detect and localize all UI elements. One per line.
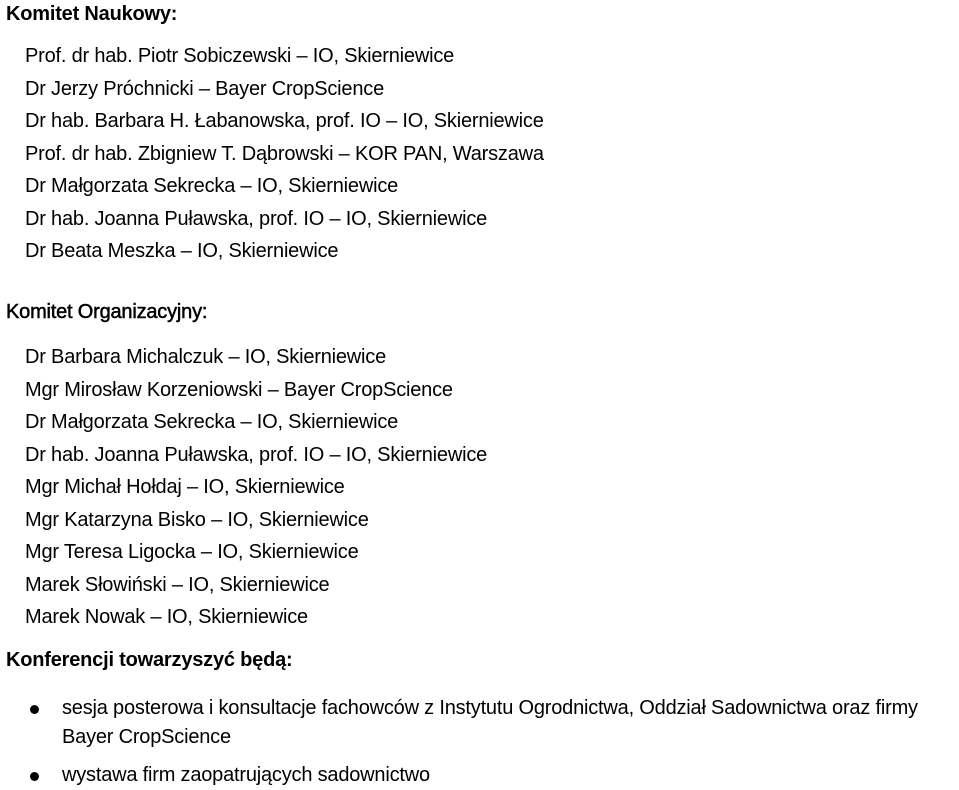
- list-item: Marek Słowiński – IO, Skierniewice: [25, 573, 330, 596]
- list-item: Mgr Teresa Ligocka – IO, Skierniewice: [25, 541, 359, 563]
- list-item: Mgr Katarzyna Bisko – IO, Skierniewice: [25, 508, 369, 531]
- list-item: Dr hab. Joanna Puławska, prof. IO – IO, Skierniewice: [25, 207, 488, 230]
- list-item: Mgr Mirosław Korzeniowski – Bayer CropScience: [25, 378, 453, 401]
- list-item-text: sesja posterowa i konsultacje fachowców z Instytutu Ogrodnictwa, Oddział Sadownictwa oraz firmy Bayer CropScience: [62, 697, 918, 748]
- list-item-text: wystawa firm zaopatrujących sadownictwo: [62, 764, 430, 786]
- list-item: Dr Barbara Michalczuk – IO, Skierniewice: [25, 346, 387, 368]
- bullet-icon: [30, 705, 39, 714]
- list-item: Dr hab. Barbara H. Łabanowska, prof. IO – IO, Skierniewice: [25, 110, 544, 132]
- organizing-committee-heading: Komitet Organizacyjny:: [6, 301, 208, 323]
- list-item: Prof. dr hab. Piotr Sobiczewski – IO, Skierniewice: [25, 45, 455, 67]
- accompanying-events-heading: Konferencji towarzyszyć będą:: [6, 649, 293, 671]
- list-item: Dr Małgorzata Sekrecka – IO, Skierniewice: [25, 175, 399, 197]
- list-item: Dr Beata Meszka – IO, Skierniewice: [25, 240, 339, 262]
- scientific-committee-list: [25, 40, 544, 268]
- list-item: Dr Małgorzata Sekrecka – IO, Skierniewice: [25, 411, 399, 433]
- list-item: [30, 761, 955, 790]
- list-item: Mgr Michał Hołdaj – IO, Skierniewice: [25, 476, 345, 498]
- list-item: Prof. dr hab. Zbigniew T. Dąbrowski – KOR PAN, Warszawa: [25, 142, 544, 165]
- list-item: Marek Nowak – IO, Skierniewice: [25, 606, 308, 628]
- bullet-icon: [30, 772, 39, 781]
- accompanying-events-list: [30, 694, 955, 790]
- list-item: Dr hab. Joanna Puławska, prof. IO – IO, Skierniewice: [25, 443, 488, 466]
- organizing-committee-list: [25, 341, 487, 634]
- list-item: [30, 694, 955, 752]
- scientific-committee-heading: Komitet Naukowy:: [6, 3, 178, 25]
- list-item: Dr Jerzy Próchnicki – Bayer CropScience: [25, 77, 384, 100]
